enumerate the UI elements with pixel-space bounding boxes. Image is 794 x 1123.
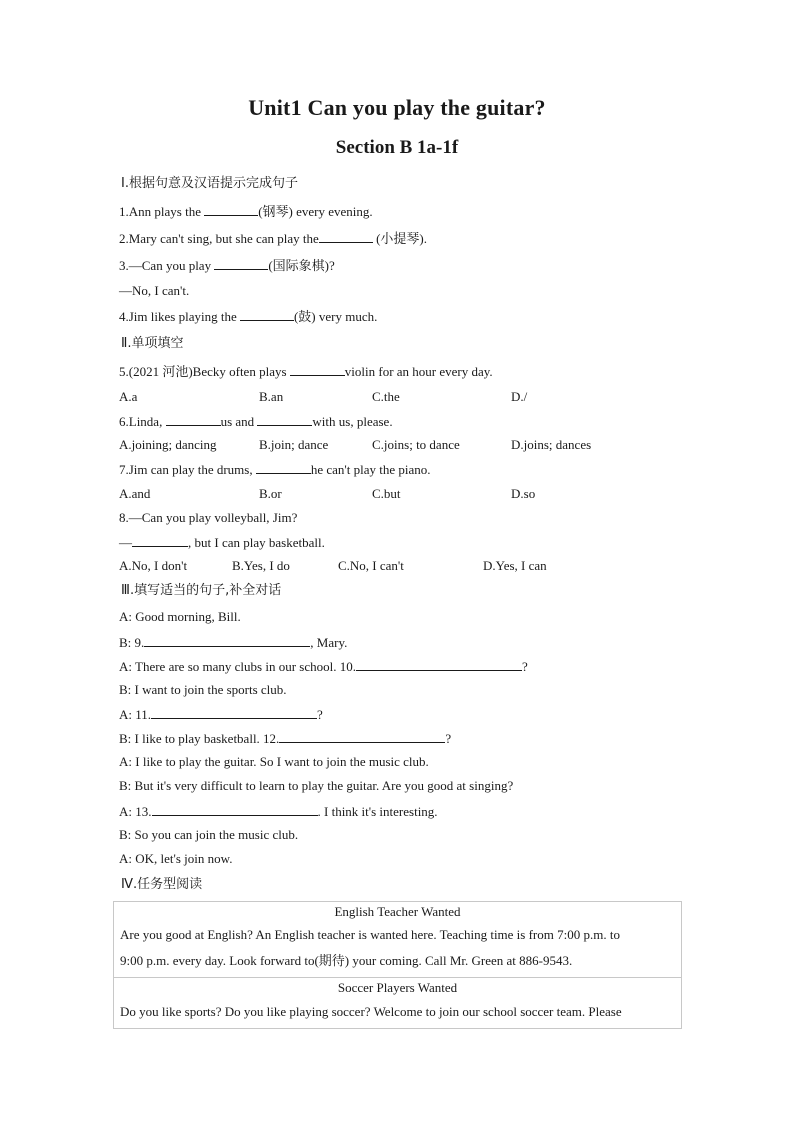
- worksheet-subtitle: Section B 1a-1f: [335, 137, 459, 158]
- option-b[interactable]: B.Yes, I do: [232, 558, 290, 573]
- answer-blank[interactable]: [214, 256, 268, 270]
- answer-blank[interactable]: [319, 229, 373, 243]
- question-8: 8.—Can you play volleyball, Jim?: [119, 510, 298, 525]
- option-d[interactable]: D.joins; dances: [511, 437, 592, 452]
- answer-blank[interactable]: [144, 633, 310, 647]
- worksheet-title: Unit1 Can you play the guitar?: [248, 95, 546, 120]
- option-b[interactable]: B.or: [259, 486, 282, 501]
- option-c[interactable]: C.but: [372, 486, 401, 501]
- dialogue-line: B: But it's very difficult to learn to play the guitar. Are you good at singing?: [119, 778, 514, 793]
- part4-heading: Ⅳ.任务型阅读: [121, 877, 203, 892]
- answer-blank[interactable]: [166, 412, 221, 426]
- question-1: 1.Ann plays the (钢琴) every evening.: [119, 204, 373, 219]
- answer-blank[interactable]: [356, 657, 522, 671]
- answer-blank[interactable]: [240, 307, 294, 321]
- table-divider: [114, 977, 681, 978]
- answer-blank[interactable]: [290, 362, 345, 376]
- question-6: 6.Linda, us and with us, please.: [119, 414, 393, 429]
- question-7: 7.Jim can play the drums, he can't play the piano.: [119, 462, 431, 477]
- answer-blank[interactable]: [204, 202, 258, 216]
- option-b[interactable]: B.an: [259, 389, 284, 404]
- dialogue-line: B: I want to join the sports club.: [119, 682, 287, 697]
- option-a[interactable]: A.a: [119, 389, 138, 404]
- option-a[interactable]: A.and: [119, 486, 151, 501]
- ad1-line2: 9:00 p.m. every day. Look forward to(期待) your coming. Call Mr. Green at 886-9543.: [120, 953, 573, 968]
- part3-heading: Ⅲ.填写适当的句子,补全对话: [121, 583, 282, 598]
- reading-ads-table: [113, 901, 682, 1029]
- dialogue-line: A: 11. ?: [119, 707, 323, 722]
- dialogue-line: B: So you can join the music club.: [119, 827, 299, 842]
- part2-heading: Ⅱ.单项填空: [121, 336, 184, 351]
- option-c[interactable]: C.the: [372, 389, 400, 404]
- option-d[interactable]: D./: [511, 389, 528, 404]
- ad1-line1: Are you good at English? An English teacher is wanted here. Teaching time is from 7:00 p.m. to: [120, 927, 620, 942]
- dialogue-line: A: OK, let's join now.: [119, 851, 233, 866]
- answer-blank[interactable]: [256, 460, 311, 474]
- question-4: 4.Jim likes playing the (鼓) very much.: [119, 309, 378, 324]
- ad1-title: English Teacher Wanted: [334, 904, 461, 919]
- dialogue-line: A: I like to play the guitar. So I want to join the music club.: [119, 754, 429, 769]
- option-d[interactable]: D.Yes, I can: [483, 558, 547, 573]
- ad2-title: Soccer Players Wanted: [337, 980, 458, 995]
- option-c[interactable]: C.joins; to dance: [372, 437, 460, 452]
- dialogue-line: A: There are so many clubs in our school. 10. ?: [119, 659, 528, 674]
- dialogue-line: B: 9. , Mary.: [119, 635, 348, 650]
- answer-blank[interactable]: [279, 729, 445, 743]
- dialogue-line: A: Good morning, Bill.: [119, 609, 241, 624]
- question-3: 3.—Can you play (国际象棋)?: [119, 258, 335, 273]
- question-5: 5.(2021 河池)Becky often plays violin for an hour every day.: [119, 364, 493, 379]
- option-d[interactable]: D.so: [511, 486, 536, 501]
- option-c[interactable]: C.No, I can't: [338, 558, 404, 573]
- dialogue-line: B: I like to play basketball. 12. ?: [119, 731, 452, 746]
- option-b[interactable]: B.join; dance: [259, 437, 329, 452]
- question-2: 2.Mary can't sing, but she can play the (小提琴).: [119, 231, 427, 246]
- option-a[interactable]: A.No, I don't: [119, 558, 188, 573]
- answer-blank[interactable]: [132, 533, 188, 547]
- option-a[interactable]: A.joining; dancing: [119, 437, 217, 452]
- question-3-answer: —No, I can't.: [119, 283, 190, 298]
- question-8-reply: — , but I can play basketball.: [119, 535, 325, 550]
- answer-blank[interactable]: [151, 705, 317, 719]
- answer-blank[interactable]: [152, 802, 318, 816]
- part1-heading: Ⅰ.根据句意及汉语提示完成句子: [121, 176, 298, 191]
- dialogue-line: A: 13. . I think it's interesting.: [119, 804, 438, 819]
- answer-blank[interactable]: [257, 412, 312, 426]
- ad2-line1: Do you like sports? Do you like playing soccer? Welcome to join our school soccer team. Please: [120, 1004, 622, 1019]
